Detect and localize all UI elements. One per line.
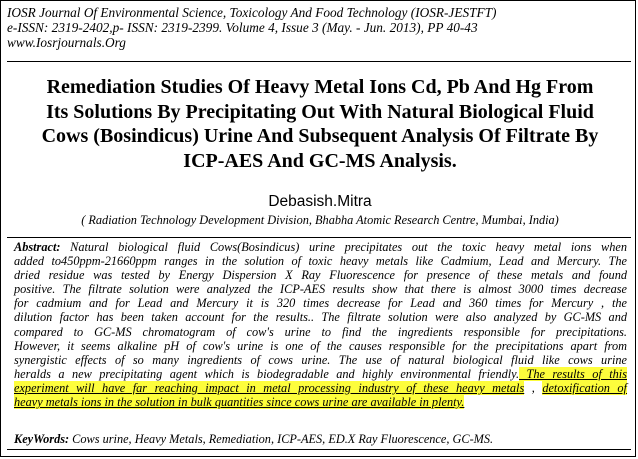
author-affiliation: ( Radiation Technology Development Division, Bhabha Atomic Research Centre, Mumbai, India)	[81, 213, 559, 227]
author-name: Debasish.Mitra	[268, 193, 372, 210]
abstract-line: dilution factor has been taken account for the results.. The filtrate solution were also analyzed by GC-MS and	[14, 310, 627, 325]
abstract-divider	[7, 237, 631, 238]
highlighted-text: experiment will have far reaching impact in metal processing industry of these heavy metals	[14, 380, 525, 395]
abstract-line: compared to GC-MS chromatogram of cow's urine to find the ingredients responsible for precipitations.	[14, 324, 627, 339]
keywords-label: KeyWords:	[14, 432, 70, 446]
abstract-label: Abstract:	[14, 240, 61, 254]
title-line: Cows (Bosindicus) Urine And Subsequent Analysis Of Filtrate By	[41, 125, 599, 147]
abstract-line: for cadmium and for Lead and Mercury it is 320 times decrease for Lead and 360 times for Mercury , the	[14, 296, 627, 311]
abstract-line: However, it seems alkaline pH of cow's urine is one of the causes responsible for the precipitations apart from	[14, 338, 627, 353]
title-line: ICP-AES And GC-MS Analysis.	[183, 149, 457, 172]
journal-issn: e-ISSN: 2319-2402,p- ISSN: 2319-2399. Volume 4, Issue 3 (May. - Jun. 2013), PP 40-43	[7, 19, 478, 35]
abstract-line	[14, 367, 627, 381]
abstract-line	[14, 395, 627, 409]
abstract-line: added to450ppm-21660ppm ranges in the solution of toxic heavy metals like Cadmium, Lead and Mercury. The	[14, 254, 627, 269]
abstract-line	[14, 381, 627, 395]
keywords-divider	[7, 449, 631, 450]
journal-header	[7, 6, 627, 50]
keywords-text: Cows urine, Heavy Metals, Remediation, ICP-AES, ED.X Ray Fluorescence, GC-MS.	[69, 432, 494, 446]
abstract-text: heralds a new precipitating agent which is biodegradable and highly environmental friendly.	[14, 366, 520, 381]
abstract-text: ,	[524, 380, 543, 395]
journal-name: IOSR Journal Of Environmental Science, Toxicology And Food Technology (IOSR-JESTFT)	[7, 5, 497, 20]
abstract-line: dried residue was tested by Energy Dispersion X Ray Fluorescence for presence of these metals and found	[14, 268, 627, 283]
abstract-line: positive. The filtrate solution were analyzed the ICP-AES results show that there is almost 3000 times decrease	[14, 282, 627, 297]
highlighted-text: detoxification of	[542, 380, 627, 395]
highlighted-text: heavy metals ions in the solution in bulk quantities since cows urine are available in plenty.	[14, 395, 465, 410]
title-line: Remediation Studies Of Heavy Metal Ions Cd, Pb And Hg From	[46, 76, 594, 98]
keywords-line	[14, 432, 627, 446]
abstract-block	[14, 240, 627, 409]
journal-website: www.Iosrjournals.Org	[7, 34, 126, 50]
paper-title	[11, 75, 629, 173]
highlighted-text: The results of this	[519, 366, 627, 381]
abstract-text: Natural biological fluid Cows(Bosindicus) urine precipitates out the toxic heavy metal ions when	[60, 240, 627, 254]
abstract-line: synergistic effects of so many ingredients of cows urine. The use of natural biological fluid like cows urine	[14, 352, 627, 367]
title-line: Its Solutions By Precipitating Out With Natural Biological Fluid	[46, 100, 594, 123]
abstract-line	[14, 240, 627, 254]
header-divider	[7, 61, 631, 62]
